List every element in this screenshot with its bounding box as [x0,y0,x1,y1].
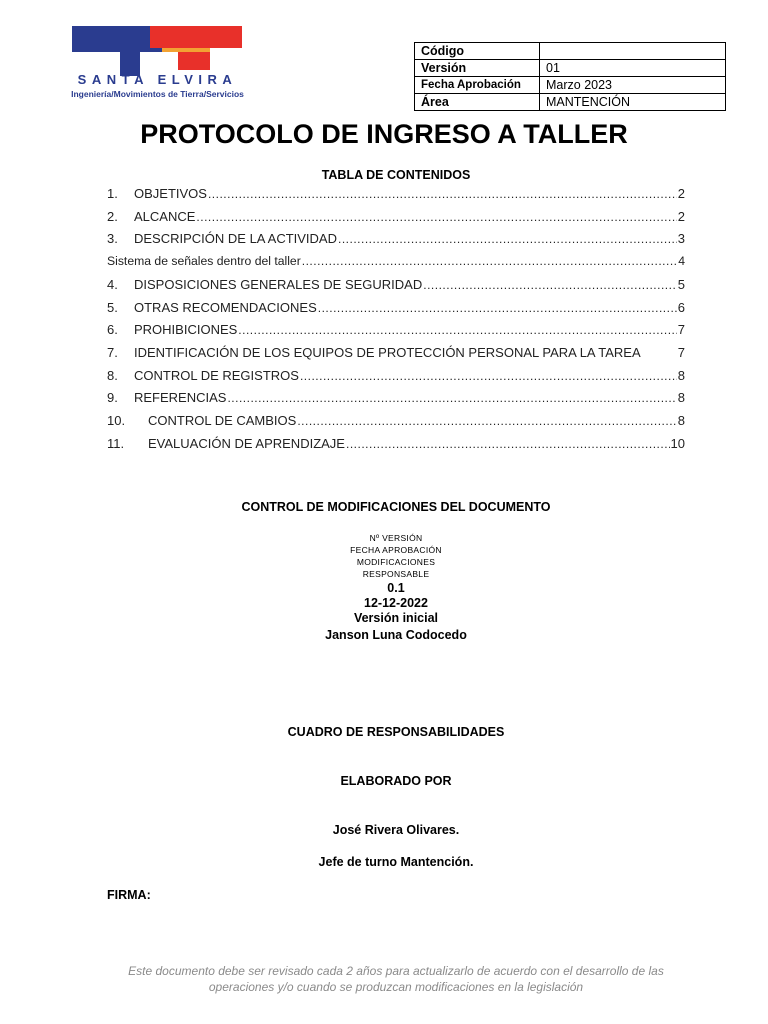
document-info-table [414,42,726,111]
toc-item[interactable] [107,412,685,429]
toc-item[interactable] [107,253,685,270]
toc-item[interactable] [107,321,685,338]
toc-item-label: REFERENCIAS [134,390,227,405]
toc-item-label: ALCANCE [134,209,196,224]
toc-item-label: DESCRIPCIÓN DE LA ACTIVIDAD [134,231,337,246]
codigo-value [540,43,726,60]
toc-item[interactable] [107,389,685,406]
modifications-heading: CONTROL DE MODIFICACIONES DEL DOCUMENTO [241,500,551,514]
toc-item[interactable] [107,276,685,293]
codigo-row [415,43,726,60]
footer-note [0,963,768,995]
toc-leader-dots [238,321,676,339]
toc-item-number: 4. [107,277,118,292]
toc-heading: TABLA DE CONTENIDOS [321,168,471,182]
footer-line: Este documento debe ser revisado cada 2 años para actualizarlo de acuerdo con el desarrollo de las [128,964,664,978]
toc-leader-dots [227,389,676,407]
toc-leader-dots [196,208,676,226]
toc-leader-dots [423,276,677,294]
toc-item-page: 8 [677,368,685,383]
author-name: José Rivera Olivares. [332,823,460,837]
toc-leader-dots [300,367,677,385]
toc-item-number: 6. [107,322,118,337]
version-number: 0.1 [387,581,405,595]
toc-item[interactable] [107,367,685,384]
col-fecha-label: FECHA APROBACIÓN [350,545,442,555]
responsible-name: Janson Luna Codocedo [325,628,467,642]
toc-item-page: 2 [677,186,685,201]
toc-item-page: 2 [677,209,685,224]
toc-leader-dots [346,435,670,453]
logo-company-name: SANTA ELVIRA [77,72,238,87]
toc-leader-dots [318,299,677,317]
toc-leader-dots [302,253,677,270]
toc-item-label: DISPOSICIONES GENERALES DE SEGURIDAD [134,277,423,292]
toc-item-label: CONTROL DE CAMBIOS [148,413,297,428]
toc-leader-dots [297,412,676,430]
version-value: 01 [540,60,726,77]
fecha-row [415,77,726,94]
firma-label: FIRMA: [107,888,151,902]
toc-item-page: 5 [677,277,685,292]
col-version-label: Nº VERSIÓN [369,533,423,543]
modification-description: Versión inicial [353,611,439,625]
col-resp-label: RESPONSABLE [362,569,430,579]
toc-item-number: 5. [107,300,118,315]
toc-item[interactable] [107,185,685,202]
toc-item-label: OBJETIVOS [134,186,207,201]
approval-date: 12-12-2022 [364,596,428,610]
toc-item-number: 9. [107,390,118,405]
toc-item-page: 7 [677,345,685,360]
fecha-label: Fecha Aprobación [415,77,540,94]
area-row [415,94,726,111]
toc-item[interactable] [107,208,685,225]
toc-item[interactable] [107,435,685,452]
fecha-value: Marzo 2023 [540,77,726,94]
toc-item-number: 11. [107,436,125,451]
toc-item[interactable] [107,344,685,361]
author-role: Jefe de turno Mantención. [318,855,474,869]
toc-item[interactable] [107,299,685,316]
toc-item-label: CONTROL DE REGISTROS [134,368,299,383]
toc-item-label: Sistema de señales dentro del taller [107,254,301,268]
version-label: Versión [415,60,540,77]
footer-line: operaciones y/o cuando se produzcan modificaciones en la legislación [208,980,584,994]
elaborado-por-label: ELABORADO POR [340,774,452,788]
col-mods-label: MODIFICACIONES [356,557,436,567]
toc-item-page: 6 [677,300,685,315]
toc-item-number: 2. [107,209,118,224]
toc-item-page: 7 [677,322,685,337]
toc-item-page: 3 [677,231,685,246]
version-row [415,60,726,77]
toc-item-page: 4 [678,254,685,268]
toc-item-label: IDENTIFICACIÓN DE LOS EQUIPOS DE PROTECCIÓN PERSONAL PARA LA TAREA [134,345,641,360]
toc-item-label: PROHIBICIONES [134,322,238,337]
toc-item-page: 8 [677,390,685,405]
responsibilities-heading: CUADRO DE RESPONSABILIDADES [287,725,505,739]
codigo-label: Código [415,43,540,60]
toc-leader-dots [338,230,677,248]
toc-item-number: 10. [107,413,126,428]
toc-item-page: 10 [670,436,685,451]
toc-item[interactable] [107,230,685,247]
toc-item-number: 7. [107,345,118,360]
area-value: MANTENCIÓN [540,94,726,111]
toc-leader-dots [208,185,677,203]
toc-item-number: 3. [107,231,118,246]
toc-item-number: 1. [107,186,118,201]
toc-item-number: 8. [107,368,118,383]
toc-item-page: 8 [677,413,685,428]
toc-item-label: EVALUACIÓN DE APRENDIZAJE [148,436,345,451]
logo-tagline: Ingeniería/Movimientos de Tierra/Servicios [71,89,244,99]
page-title: PROTOCOLO DE INGRESO A TALLER [140,119,628,149]
toc-item-label: OTRAS RECOMENDACIONES [134,300,317,315]
area-label: Área [415,94,540,111]
